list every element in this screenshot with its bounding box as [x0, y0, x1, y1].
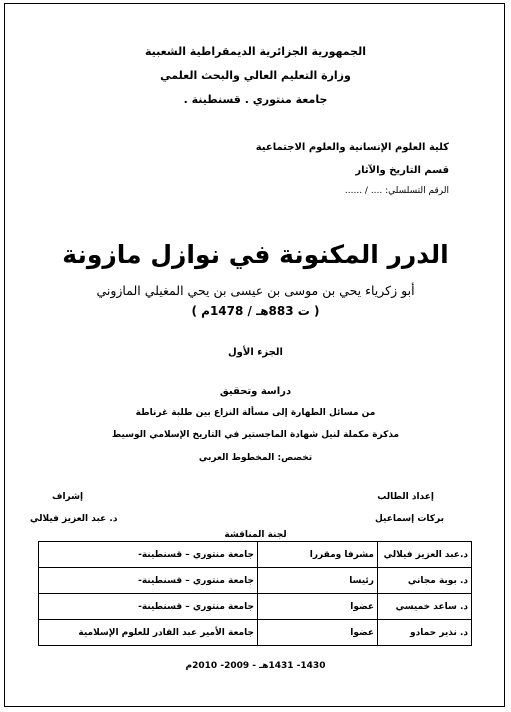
supervisor-name: د. عبد العزيز فيلالي — [30, 514, 118, 524]
author-dates: ( ت 883هـ / 1478م ) — [191, 304, 320, 318]
committee-member-name: د. نذير حمادو — [378, 620, 472, 646]
thesis-label: مذكرة مكملة لنيل شهادة الماجستير في التاريخ الإسلامي الوسيط — [111, 430, 400, 440]
committee-member-role: مشرفا ومقررا — [258, 542, 378, 568]
committee-table — [38, 541, 472, 646]
department-name: قسم التاريخ والآثار — [355, 165, 449, 176]
committee-member-institution: جامعة منتوري – قسنطينة- — [39, 542, 258, 568]
specialty-label: تخصص: المخطوط العربي — [198, 453, 313, 463]
committee-member-institution: جامعة منتوري – قسنطينة- — [39, 568, 258, 594]
study-label: دراسة وتحقيق — [219, 386, 292, 397]
committee-member-role: عضوا — [258, 594, 378, 620]
committee-heading: لجنة المناقشة — [224, 530, 287, 540]
student-name: بركات إسماعيل — [375, 514, 444, 524]
serial-number: الرقم التسلسلي: .... / ...... — [344, 186, 449, 196]
committee-member-institution: جامعة الأمير عبد القادر للعلوم الإسلامية — [39, 620, 258, 646]
table-row — [39, 568, 472, 594]
author-name: أبو زكرياء يحي بن موسى بن عيسى بن يحي المغيلي المازوني — [96, 283, 415, 298]
ministry-heading: وزارة التعليم العالي والبحث العلمي — [160, 69, 351, 82]
committee-member-name: د. ساعد خميسي — [378, 594, 472, 620]
committee-member-role: عضوا — [258, 620, 378, 646]
supervision-label: إشراف — [52, 492, 84, 502]
scope-label: من مسائل الطهارة إلى مسألة النزاع بين طلبة غرناطة — [135, 408, 376, 418]
table-row — [39, 542, 472, 568]
academic-year: 1430- 1431هـ - 2009- 2010م — [185, 661, 326, 671]
table-row — [39, 620, 472, 646]
committee-member-name: د.عبد العزيز فيلالي — [378, 542, 472, 568]
faculty-name: كلية العلوم الإنسانية والعلوم الاجتماعية — [255, 142, 449, 153]
committee-member-institution: جامعة منتوري – قسنطينة- — [39, 594, 258, 620]
committee-member-name: د. بوبة مجاني — [378, 568, 472, 594]
committee-member-role: رئيسا — [258, 568, 378, 594]
table-row — [39, 594, 472, 620]
university-heading: جامعة منتوري . قسنطينة . — [183, 93, 328, 106]
part-label: الجزء الأول — [228, 347, 283, 358]
republic-heading: الجمهورية الجزائرية الديمقراطية الشعبية — [145, 45, 366, 58]
prepared-label: إعداد الطالب — [377, 492, 434, 502]
work-title: الدرر المكنونة في نوازل مازونة — [62, 240, 449, 269]
